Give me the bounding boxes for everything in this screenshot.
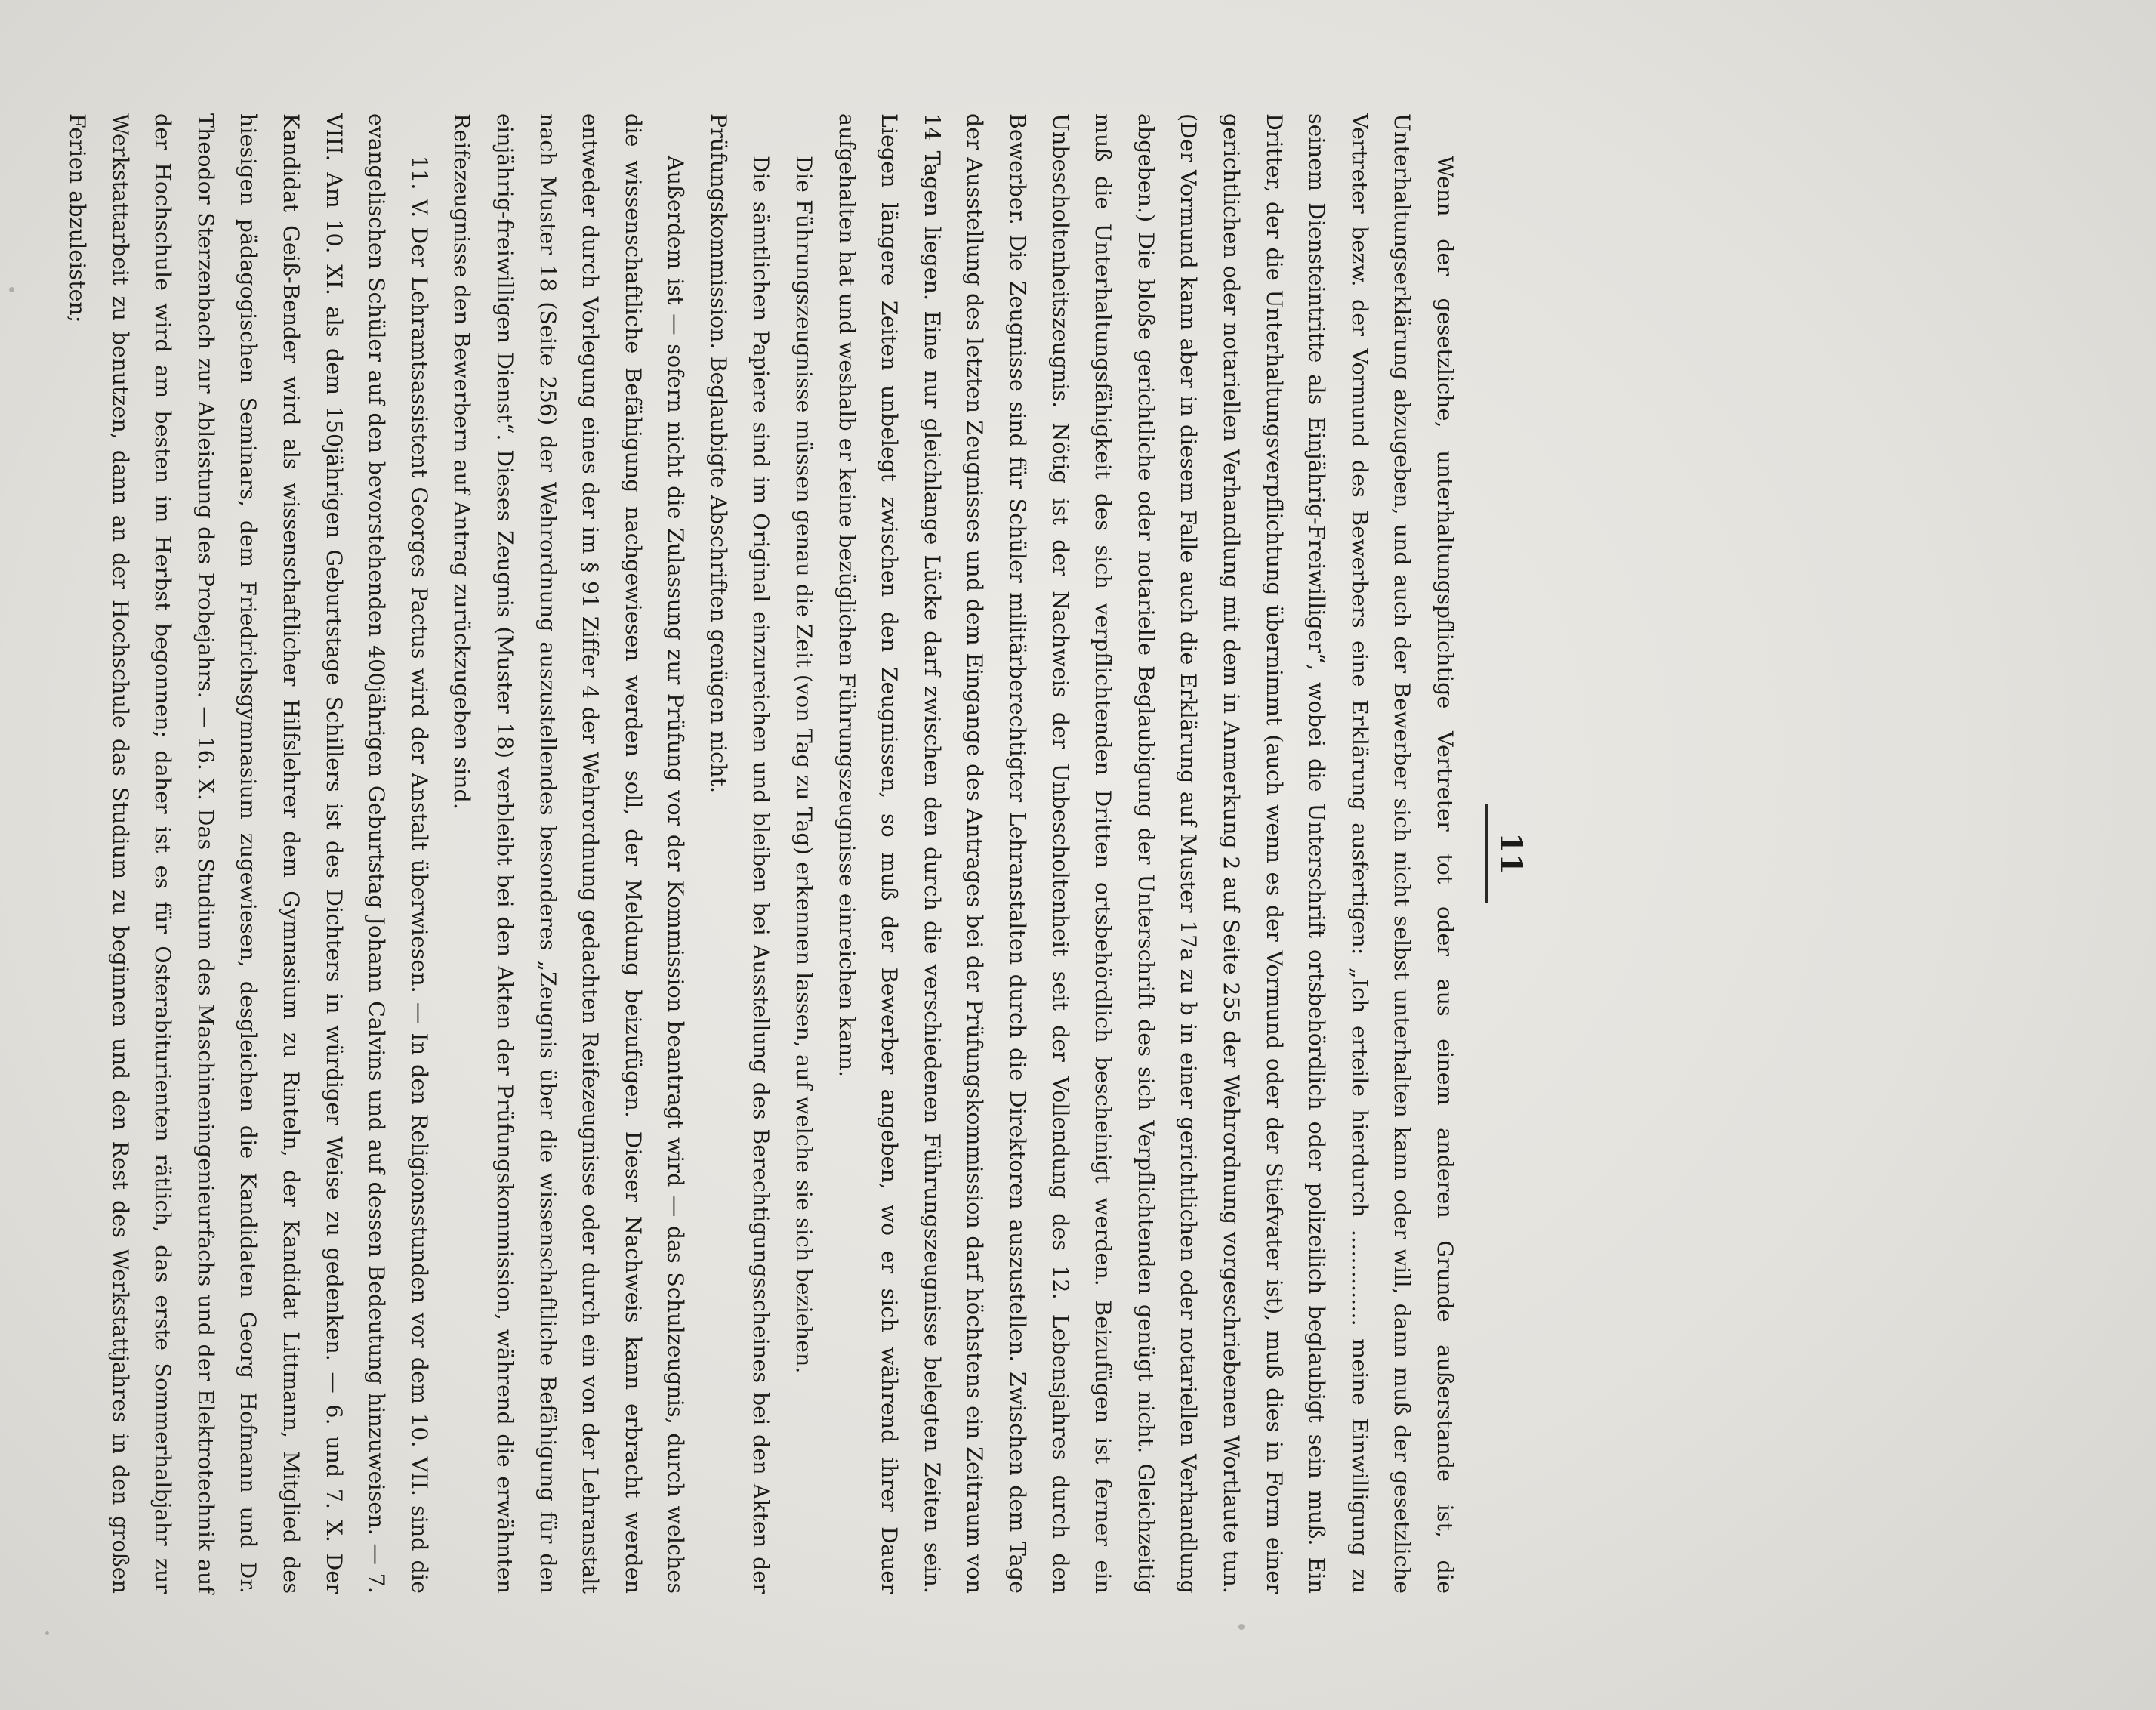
body-text — [55, 113, 1466, 1594]
paragraph-school-certificate: Außerdem ist — sofern nicht die Zulassung zur Prüfung vor der Kommission beantragt wird — das Schulzeugnis, durch welches die wissenschaftliche Befähigung nachgewiesen werden soll, der Meldung beizufügen. Dieser Nachweis kann erbracht werden entweder durch Vorlegung eines der im § 91 Ziffer 4 der Wehrordnung gedachten Reifezeugnisse oder durch ein von der Lehranstalt nach Muster 18 (Seite 256) der Wehrordnung auszustellendes besonderes „Zeugnis über die wissenschaftliche Befähigung für den einjährig-freiwilligen Dienst“. Dieses Zeugnis (Muster 18) verbleibt bei den Akten der Prüfungskommission, während die erwähnten Reifezeugnisse den Bewerbern auf Antrag zurückzugeben sind. — [449, 113, 689, 1594]
paragraph-original-papers: Die sämtlichen Papiere sind im Original einzureichen und bleiben bei Ausstellung des Berechtigungsscheines bei den Akten der Prüfungskommission. Beglaubigte Abschriften genügen nicht. — [705, 113, 774, 1594]
paragraph-conduct-certificates: Die Führungszeugnisse müssen genau die Zeit (von Tag zu Tag) erkennen lassen, auf welche sie sich beziehen. — [791, 156, 817, 1374]
printed-page — [65, 113, 1533, 1594]
paragraph-guardian-declaration: Wenn der gesetzliche, unterhaltungspflichtige Vertreter tot oder aus einem anderen Grunde außerstande ist, die Unterhaltungserklärung abzugeben, und auch der Bewerber sich nicht selbst unterhalten kann oder will, dann muß der gesetzliche Vertreter bezw. der Vormund des Bewerbers eine Erklärung ausfertigen: „Ich erteile hierdurch .............. meine Einwilligung zu seinem Diensteintritte als Einjährig-Freiwilliger“, wobei die Unterschrift ortsbehördlich oder polizeilich beglaubigt sein muß. Ein Dritter, der die Unterhaltungsverpflichtung übernimmt (auch wenn es der Vormund oder der Stiefvater ist), muß dies in Form einer gerichtlichen oder notariellen Verhandlung mit dem in Anmerkung 2 auf Seite 255 der Wehrordnung vorgeschriebenen Wortlaute tun. (Der Vormund kann aber in diesem Falle auch die Erklärung auf Muster 17a zu b in einer gerichtlichen oder notariellen Verhandlung abgeben.) Die bloße gerichtliche oder notarielle Beglaubigung der Unterschrift des sich Verpflichtenden genügt nicht. Gleichzeitig muß die Unterhaltungsfähigkeit des sich verpflichtenden Dritten ortsbehördlich bescheinigt werden. Beizufügen ist ferner ein Unbescholtenheitszeugnis. Nötig ist der Nachweis der Unbescholtenheit seit der Vollendung des 12. Lebensjahres durch den Bewerber. Die Zeugnisse sind für Schüler militärberechtigter Lehranstalten durch die Direktoren auszustellen. Zwischen dem Tage der Ausstellung des letzten Zeugnisses und dem Eingange des Antrages bei der Prüfungskommission darf höchstens ein Zeitraum von 14 Tagen liegen. Eine nur gleichlange Lücke darf zwischen den durch die verschiedenen Führungszeugnisse belegten Zeiten sein. Liegen längere Zeiten unbelegt zwischen den Zeugnissen, so muß der Bewerber angeben, wo er sich während ihrer Dauer aufgehalten hat und weshalb er keine bezüglichen Führungszeugnisse einreichen kann. — [834, 113, 1457, 1594]
dust-speck — [45, 1631, 49, 1635]
page-number: 11 — [1493, 832, 1528, 875]
dust-speck — [9, 287, 14, 292]
dust-speck — [1238, 1624, 1245, 1630]
paragraph-chronicle-entries: 11. V. Der Lehramtsassistent Georges Pactus wird der Anstalt überwiesen. — In den Religionsstunden vor dem 10. VII. sind die evangelischen Schüler auf den bevorstehenden 400jährigen Geburtstag Johann Calvins und auf dessen Bedeutung hinzuweisen. — 7. VIII. Am 10. XI. als dem 150jährigen Geburtstage Schillers ist des Dichters in würdiger Weise zu gedenken. — 6. und 7. X. Der Kandidat Geiß-Bender wird als wissenschaftlicher Hilfslehrer dem Gymnasium zu Rinteln, der Kandidat Littmann, Mitglied des hiesigen pädagogischen Seminars, dem Friedrichsgymnasium zugewiesen, desgleichen die Kandidaten Georg Hofmann und Dr. Theodor Sterzenbach zur Ableistung des Probejahrs. — 16. X. Das Studium des Maschineningenieurfachs und der Elektrotechnik auf der Hochschule wird am besten im Herbst begonnen; daher ist es für Osterabiturienten rätlich, das erste Sommerhalbjahr zur Werkstattarbeit zu benutzen, dann an der Hochschule das Studium zu beginnen und den Rest des Werkstattjahres in den großen Ferien abzuleisten; — [65, 113, 432, 1594]
